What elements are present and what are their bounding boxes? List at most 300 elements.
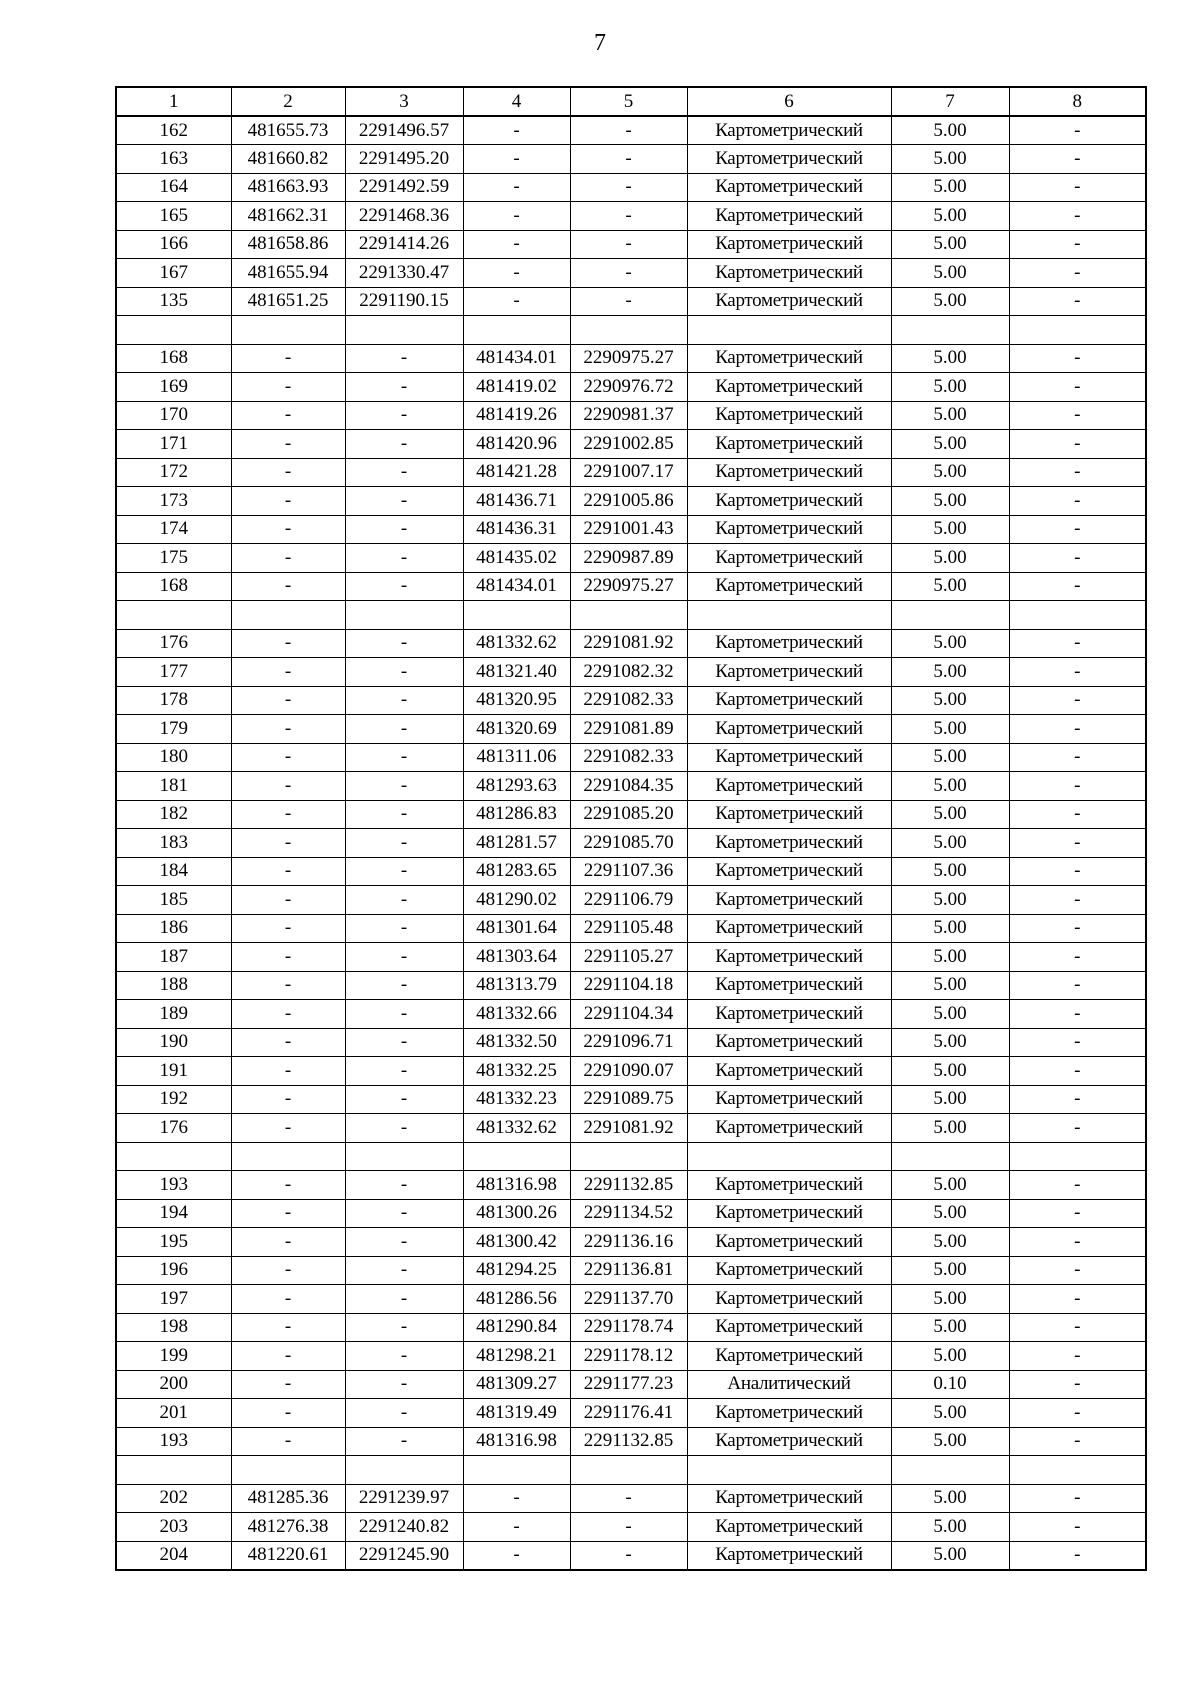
cell-method: Картометрический <box>687 1484 891 1513</box>
cell-accuracy: 5.00 <box>891 1484 1009 1513</box>
cell-y-coord-existing: - <box>345 829 463 858</box>
table-row <box>116 1427 1146 1456</box>
table-row <box>116 173 1146 202</box>
table-row <box>116 1285 1146 1314</box>
cell-accuracy: 5.00 <box>891 287 1009 316</box>
cell-accuracy <box>891 316 1009 345</box>
cell-method: Картометрический <box>687 1028 891 1057</box>
cell-description: - <box>1009 202 1146 231</box>
cell-x-coord-new: 481332.62 <box>463 1114 570 1143</box>
cell-y-coord-new: 2291104.18 <box>570 971 687 1000</box>
cell-description: - <box>1009 1256 1146 1285</box>
cell-y-coord-new: 2291002.85 <box>570 430 687 459</box>
cell-x-coord-new: 481436.31 <box>463 515 570 544</box>
cell-y-coord-existing: - <box>345 1313 463 1342</box>
cell-description: - <box>1009 430 1146 459</box>
cell-point-number: 174 <box>116 515 231 544</box>
cell-accuracy <box>891 601 1009 630</box>
cell-y-coord-existing: 2291239.97 <box>345 1484 463 1513</box>
cell-y-coord-existing <box>345 601 463 630</box>
cell-x-coord-existing: - <box>231 1256 345 1285</box>
column-header-3: 3 <box>345 87 463 116</box>
cell-x-coord-new: 481332.50 <box>463 1028 570 1057</box>
cell-x-coord-new: 481321.40 <box>463 658 570 687</box>
cell-accuracy: 5.00 <box>891 1028 1009 1057</box>
table-row <box>116 800 1146 829</box>
cell-y-coord-existing: - <box>345 1342 463 1371</box>
cell-accuracy: 5.00 <box>891 715 1009 744</box>
cell-y-coord-existing: - <box>345 943 463 972</box>
cell-x-coord-existing: - <box>231 914 345 943</box>
cell-y-coord-existing: - <box>345 1199 463 1228</box>
cell-x-coord-new: - <box>463 202 570 231</box>
cell-description: - <box>1009 401 1146 430</box>
cell-y-coord-existing: - <box>345 1285 463 1314</box>
cell-y-coord-existing <box>345 1142 463 1171</box>
cell-description: - <box>1009 1342 1146 1371</box>
cell-x-coord-new: 481300.26 <box>463 1199 570 1228</box>
cell-y-coord-existing: 2291468.36 <box>345 202 463 231</box>
cell-method: Картометрический <box>687 572 891 601</box>
cell-description: - <box>1009 1228 1146 1257</box>
cell-x-coord-new: 481436.71 <box>463 487 570 516</box>
cell-method: Картометрический <box>687 202 891 231</box>
cell-y-coord-new <box>570 1142 687 1171</box>
cell-method: Картометрический <box>687 743 891 772</box>
cell-method: Картометрический <box>687 829 891 858</box>
table-row <box>116 230 1146 259</box>
cell-accuracy: 5.00 <box>891 401 1009 430</box>
cell-description: - <box>1009 1085 1146 1114</box>
table-row <box>116 487 1146 516</box>
table-row <box>116 1541 1146 1570</box>
cell-y-coord-new: 2290976.72 <box>570 373 687 402</box>
cell-accuracy: 5.00 <box>891 1285 1009 1314</box>
cell-x-coord-new: - <box>463 1513 570 1542</box>
cell-point-number: 182 <box>116 800 231 829</box>
cell-x-coord-existing: - <box>231 401 345 430</box>
table-header <box>116 87 1146 116</box>
cell-y-coord-existing: - <box>345 373 463 402</box>
cell-x-coord-existing: 481651.25 <box>231 287 345 316</box>
cell-point-number: 176 <box>116 1114 231 1143</box>
coordinates-table <box>115 86 1147 1571</box>
cell-method: Картометрический <box>687 1427 891 1456</box>
table-row <box>116 1142 1146 1171</box>
cell-point-number: 201 <box>116 1399 231 1428</box>
cell-method: Аналитический <box>687 1370 891 1399</box>
cell-x-coord-new: 481332.23 <box>463 1085 570 1114</box>
cell-point-number: 172 <box>116 458 231 487</box>
cell-y-coord-new: 2291085.70 <box>570 829 687 858</box>
table-row <box>116 1370 1146 1399</box>
cell-x-coord-new: 481435.02 <box>463 544 570 573</box>
cell-x-coord-new: 481283.65 <box>463 857 570 886</box>
cell-point-number: 193 <box>116 1427 231 1456</box>
cell-x-coord-existing: - <box>231 772 345 801</box>
cell-x-coord-new: 481319.49 <box>463 1399 570 1428</box>
cell-x-coord-new: 481434.01 <box>463 572 570 601</box>
cell-y-coord-new: 2291085.20 <box>570 800 687 829</box>
cell-description: - <box>1009 1057 1146 1086</box>
cell-point-number: 162 <box>116 116 231 145</box>
cell-description: - <box>1009 800 1146 829</box>
column-header-2: 2 <box>231 87 345 116</box>
cell-x-coord-new: 481421.28 <box>463 458 570 487</box>
cell-x-coord-new: - <box>463 259 570 288</box>
cell-x-coord-new <box>463 316 570 345</box>
cell-y-coord-new <box>570 316 687 345</box>
cell-x-coord-existing: - <box>231 800 345 829</box>
cell-accuracy: 5.00 <box>891 373 1009 402</box>
cell-x-coord-new: 481309.27 <box>463 1370 570 1399</box>
table-row <box>116 658 1146 687</box>
table-row <box>116 686 1146 715</box>
cell-y-coord-new: 2291178.74 <box>570 1313 687 1342</box>
cell-x-coord-new: 481320.95 <box>463 686 570 715</box>
table-row <box>116 116 1146 145</box>
cell-method: Картометрический <box>687 1513 891 1542</box>
cell-method: Картометрический <box>687 886 891 915</box>
table-row <box>116 715 1146 744</box>
cell-description <box>1009 601 1146 630</box>
cell-y-coord-existing: - <box>345 430 463 459</box>
cell-method: Картометрический <box>687 515 891 544</box>
cell-x-coord-new: 481303.64 <box>463 943 570 972</box>
table-row <box>116 1484 1146 1513</box>
cell-y-coord-new: 2291005.86 <box>570 487 687 516</box>
table-row <box>116 1313 1146 1342</box>
cell-x-coord-existing: - <box>231 1028 345 1057</box>
table-row <box>116 1256 1146 1285</box>
cell-x-coord-existing: - <box>231 886 345 915</box>
cell-y-coord-new: 2290975.27 <box>570 344 687 373</box>
cell-x-coord-existing: - <box>231 1370 345 1399</box>
table-row <box>116 857 1146 886</box>
cell-description: - <box>1009 259 1146 288</box>
cell-method: Картометрический <box>687 230 891 259</box>
cell-x-coord-existing: 481658.86 <box>231 230 345 259</box>
cell-x-coord-new: 481332.62 <box>463 629 570 658</box>
cell-y-coord-new: 2291082.32 <box>570 658 687 687</box>
cell-y-coord-existing: - <box>345 1228 463 1257</box>
cell-y-coord-new: - <box>570 1541 687 1570</box>
cell-x-coord-existing: - <box>231 1199 345 1228</box>
cell-y-coord-new: 2290987.89 <box>570 544 687 573</box>
cell-y-coord-existing: - <box>345 1000 463 1029</box>
cell-description: - <box>1009 715 1146 744</box>
table-row <box>116 601 1146 630</box>
cell-x-coord-existing: 481663.93 <box>231 173 345 202</box>
cell-description: - <box>1009 1541 1146 1570</box>
cell-point-number: 167 <box>116 259 231 288</box>
cell-description: - <box>1009 743 1146 772</box>
cell-y-coord-existing: - <box>345 686 463 715</box>
cell-description: - <box>1009 886 1146 915</box>
table-row <box>116 1028 1146 1057</box>
cell-y-coord-existing: - <box>345 515 463 544</box>
cell-y-coord-existing: - <box>345 772 463 801</box>
cell-accuracy: 5.00 <box>891 857 1009 886</box>
cell-x-coord-existing: - <box>231 715 345 744</box>
cell-x-coord-existing: - <box>231 1313 345 1342</box>
cell-y-coord-existing: - <box>345 1057 463 1086</box>
cell-y-coord-existing: 2291240.82 <box>345 1513 463 1542</box>
cell-description: - <box>1009 971 1146 1000</box>
table-row <box>116 1399 1146 1428</box>
cell-accuracy: 5.00 <box>891 1057 1009 1086</box>
cell-y-coord-new: 2291136.81 <box>570 1256 687 1285</box>
cell-point-number: 168 <box>116 572 231 601</box>
cell-y-coord-new: 2291089.75 <box>570 1085 687 1114</box>
cell-point-number: 202 <box>116 1484 231 1513</box>
cell-point-number: 191 <box>116 1057 231 1086</box>
table-row <box>116 971 1146 1000</box>
cell-method: Картометрический <box>687 544 891 573</box>
cell-method: Картометрический <box>687 1342 891 1371</box>
cell-x-coord-new <box>463 1142 570 1171</box>
cell-description: - <box>1009 629 1146 658</box>
cell-accuracy: 5.00 <box>891 943 1009 972</box>
cell-accuracy: 5.00 <box>891 1199 1009 1228</box>
cell-y-coord-new: - <box>570 1484 687 1513</box>
cell-description: - <box>1009 1199 1146 1228</box>
cell-y-coord-new: - <box>570 1513 687 1542</box>
cell-x-coord-existing: - <box>231 572 345 601</box>
cell-accuracy: 5.00 <box>891 1427 1009 1456</box>
cell-y-coord-new <box>570 601 687 630</box>
table-row <box>116 259 1146 288</box>
cell-y-coord-existing: - <box>345 344 463 373</box>
cell-accuracy: 5.00 <box>891 971 1009 1000</box>
cell-accuracy: 5.00 <box>891 344 1009 373</box>
cell-description <box>1009 316 1146 345</box>
page-number: 7 <box>594 30 606 56</box>
table-row <box>116 458 1146 487</box>
table-row <box>116 1114 1146 1143</box>
cell-point-number: 165 <box>116 202 231 231</box>
cell-point-number: 181 <box>116 772 231 801</box>
column-header-8: 8 <box>1009 87 1146 116</box>
table-body <box>116 116 1146 1570</box>
cell-accuracy: 5.00 <box>891 1313 1009 1342</box>
cell-y-coord-existing: 2291330.47 <box>345 259 463 288</box>
cell-x-coord-existing: - <box>231 1427 345 1456</box>
cell-y-coord-new: - <box>570 230 687 259</box>
cell-y-coord-new: 2291090.07 <box>570 1057 687 1086</box>
cell-x-coord-existing: - <box>231 658 345 687</box>
cell-accuracy: 5.00 <box>891 1513 1009 1542</box>
cell-x-coord-existing: 481655.73 <box>231 116 345 145</box>
cell-accuracy: 5.00 <box>891 1000 1009 1029</box>
cell-point-number: 198 <box>116 1313 231 1342</box>
cell-description <box>1009 1142 1146 1171</box>
cell-description: - <box>1009 686 1146 715</box>
cell-accuracy: 5.00 <box>891 145 1009 174</box>
cell-method: Картометрический <box>687 1085 891 1114</box>
cell-x-coord-new: - <box>463 116 570 145</box>
cell-point-number: 171 <box>116 430 231 459</box>
cell-accuracy: 0.10 <box>891 1370 1009 1399</box>
cell-y-coord-existing: - <box>345 743 463 772</box>
cell-x-coord-existing: - <box>231 1000 345 1029</box>
cell-x-coord-existing: - <box>231 1399 345 1428</box>
cell-y-coord-existing: 2291496.57 <box>345 116 463 145</box>
cell-method: Картометрический <box>687 1228 891 1257</box>
cell-x-coord-existing: - <box>231 1342 345 1371</box>
cell-method: Картометрический <box>687 344 891 373</box>
cell-accuracy: 5.00 <box>891 1085 1009 1114</box>
cell-y-coord-new: - <box>570 287 687 316</box>
cell-x-coord-new: - <box>463 230 570 259</box>
cell-y-coord-new: 2291137.70 <box>570 1285 687 1314</box>
cell-accuracy: 5.00 <box>891 1541 1009 1570</box>
cell-x-coord-existing: - <box>231 829 345 858</box>
cell-method: Картометрический <box>687 1000 891 1029</box>
header-row <box>116 87 1146 116</box>
cell-y-coord-new: - <box>570 202 687 231</box>
cell-method: Картометрический <box>687 287 891 316</box>
cell-y-coord-new: - <box>570 259 687 288</box>
table-row <box>116 629 1146 658</box>
cell-method: Картометрический <box>687 1285 891 1314</box>
cell-description: - <box>1009 287 1146 316</box>
cell-y-coord-existing: - <box>345 1427 463 1456</box>
cell-y-coord-existing: - <box>345 1114 463 1143</box>
cell-y-coord-new: 2291106.79 <box>570 886 687 915</box>
table-row <box>116 401 1146 430</box>
cell-y-coord-existing: - <box>345 1399 463 1428</box>
cell-method: Картометрический <box>687 658 891 687</box>
cell-x-coord-new: 481316.98 <box>463 1171 570 1200</box>
cell-y-coord-existing: - <box>345 800 463 829</box>
cell-y-coord-existing: 2291414.26 <box>345 230 463 259</box>
cell-accuracy: 5.00 <box>891 1228 1009 1257</box>
cell-description: - <box>1009 1370 1146 1399</box>
cell-method: Картометрический <box>687 1256 891 1285</box>
cell-y-coord-existing: 2291492.59 <box>345 173 463 202</box>
column-header-1: 1 <box>116 87 231 116</box>
table-row <box>116 1057 1146 1086</box>
cell-method: Картометрический <box>687 1114 891 1143</box>
cell-x-coord-existing <box>231 1456 345 1485</box>
cell-point-number: 203 <box>116 1513 231 1542</box>
cell-point-number: 186 <box>116 914 231 943</box>
cell-point-number: 168 <box>116 344 231 373</box>
cell-description: - <box>1009 1399 1146 1428</box>
cell-point-number: 184 <box>116 857 231 886</box>
cell-y-coord-existing: - <box>345 715 463 744</box>
cell-x-coord-new: 481332.66 <box>463 1000 570 1029</box>
cell-method: Картометрический <box>687 800 891 829</box>
cell-x-coord-existing: - <box>231 686 345 715</box>
cell-method: Картометрический <box>687 914 891 943</box>
cell-method: Картометрический <box>687 629 891 658</box>
cell-x-coord-existing: 481660.82 <box>231 145 345 174</box>
cell-y-coord-new: 2291132.85 <box>570 1427 687 1456</box>
cell-point-number: 166 <box>116 230 231 259</box>
cell-point-number: 200 <box>116 1370 231 1399</box>
cell-description: - <box>1009 658 1146 687</box>
table-row <box>116 1199 1146 1228</box>
cell-description: - <box>1009 173 1146 202</box>
cell-method: Картометрический <box>687 943 891 972</box>
cell-description: - <box>1009 914 1146 943</box>
cell-description: - <box>1009 1000 1146 1029</box>
cell-accuracy: 5.00 <box>891 886 1009 915</box>
column-header-6: 6 <box>687 87 891 116</box>
cell-y-coord-existing: - <box>345 1028 463 1057</box>
cell-description: - <box>1009 1313 1146 1342</box>
cell-x-coord-new: 481281.57 <box>463 829 570 858</box>
cell-point-number <box>116 1142 231 1171</box>
cell-method: Картометрический <box>687 487 891 516</box>
table-row <box>116 202 1146 231</box>
cell-x-coord-new: 481332.25 <box>463 1057 570 1086</box>
cell-y-coord-existing: 2291245.90 <box>345 1541 463 1570</box>
cell-y-coord-existing: - <box>345 487 463 516</box>
cell-x-coord-existing: - <box>231 1085 345 1114</box>
table-row <box>116 316 1146 345</box>
cell-x-coord-new: - <box>463 1484 570 1513</box>
cell-point-number: 187 <box>116 943 231 972</box>
cell-method: Картометрический <box>687 971 891 1000</box>
cell-y-coord-new: 2291134.52 <box>570 1199 687 1228</box>
cell-x-coord-new: 481286.83 <box>463 800 570 829</box>
cell-description: - <box>1009 458 1146 487</box>
cell-x-coord-new: 481313.79 <box>463 971 570 1000</box>
cell-point-number <box>116 601 231 630</box>
cell-x-coord-existing: - <box>231 458 345 487</box>
cell-accuracy: 5.00 <box>891 202 1009 231</box>
cell-x-coord-existing: 481662.31 <box>231 202 345 231</box>
cell-point-number: 175 <box>116 544 231 573</box>
cell-x-coord-new: 481434.01 <box>463 344 570 373</box>
cell-y-coord-new: - <box>570 173 687 202</box>
cell-y-coord-existing: - <box>345 544 463 573</box>
cell-method <box>687 1456 891 1485</box>
cell-method: Картометрический <box>687 145 891 174</box>
cell-y-coord-existing: - <box>345 1256 463 1285</box>
cell-y-coord-new: 2291081.89 <box>570 715 687 744</box>
cell-method: Картометрический <box>687 715 891 744</box>
cell-y-coord-new: 2291136.16 <box>570 1228 687 1257</box>
cell-accuracy: 5.00 <box>891 1399 1009 1428</box>
cell-y-coord-new: 2291104.34 <box>570 1000 687 1029</box>
cell-method: Картометрический <box>687 173 891 202</box>
cell-x-coord-existing: - <box>231 1057 345 1086</box>
cell-description: - <box>1009 230 1146 259</box>
cell-x-coord-existing: - <box>231 487 345 516</box>
cell-point-number: 178 <box>116 686 231 715</box>
cell-description: - <box>1009 373 1146 402</box>
cell-point-number: 196 <box>116 1256 231 1285</box>
cell-method: Картометрический <box>687 686 891 715</box>
cell-y-coord-existing: - <box>345 971 463 1000</box>
cell-y-coord-new: - <box>570 145 687 174</box>
table-row <box>116 1513 1146 1542</box>
cell-point-number: 188 <box>116 971 231 1000</box>
cell-method: Картометрический <box>687 772 891 801</box>
cell-x-coord-new: - <box>463 173 570 202</box>
cell-y-coord-new: 2290981.37 <box>570 401 687 430</box>
cell-y-coord-new: 2291176.41 <box>570 1399 687 1428</box>
cell-y-coord-existing: 2291190.15 <box>345 287 463 316</box>
cell-description: - <box>1009 1513 1146 1542</box>
cell-x-coord-existing: - <box>231 1228 345 1257</box>
table-row <box>116 344 1146 373</box>
cell-x-coord-existing: - <box>231 857 345 886</box>
